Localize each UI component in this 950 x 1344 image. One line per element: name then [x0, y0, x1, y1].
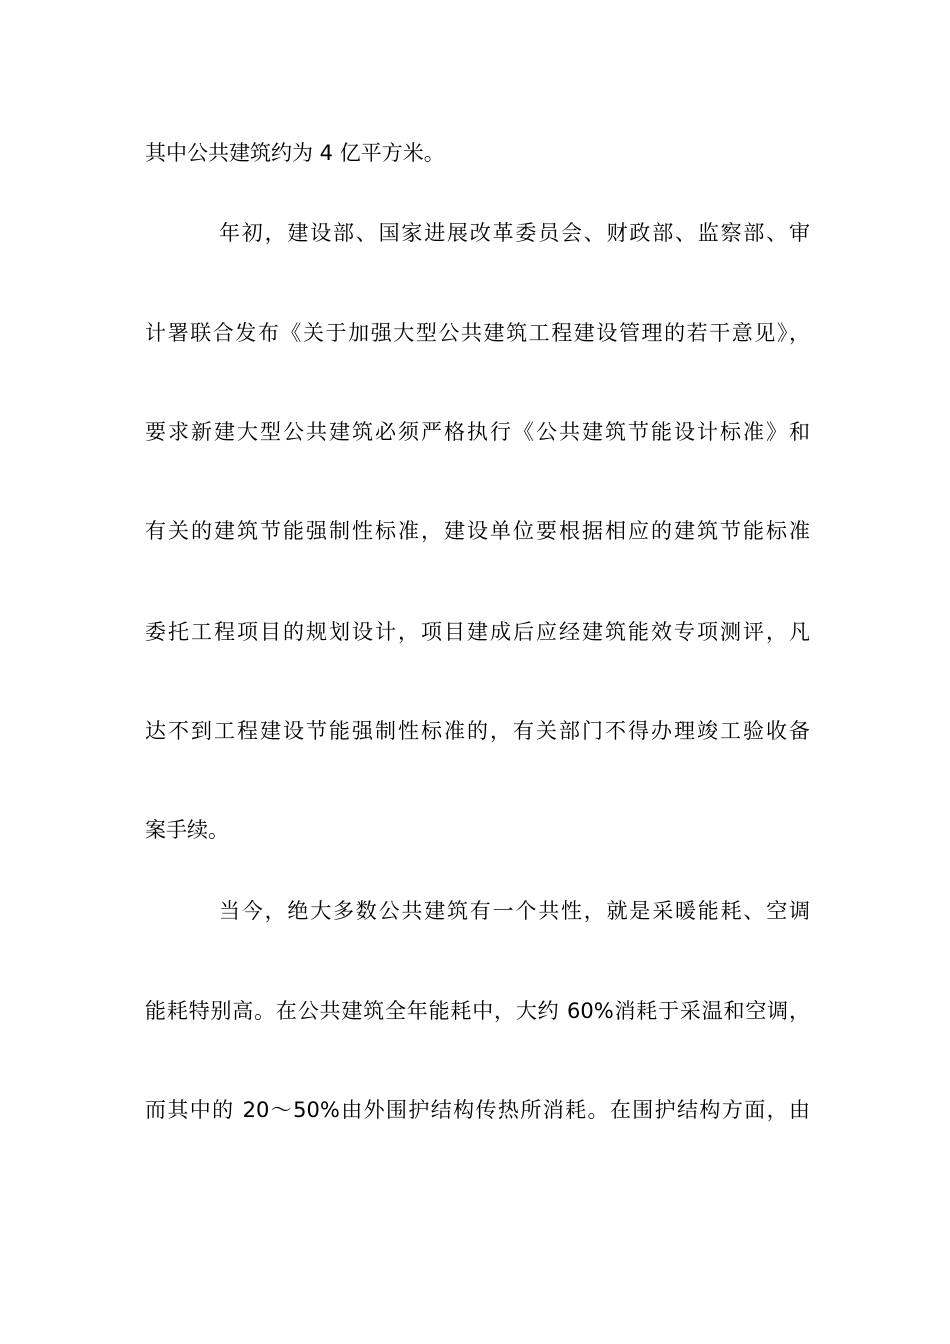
text-line: 案手续。 — [145, 818, 229, 842]
text-line: 其中公共建筑约为 4 亿平方米。 — [145, 141, 445, 165]
text-line: 计署联合发布《关于加强大型公共建筑工程建设管理的若干意见》， — [145, 321, 810, 345]
text-line: 能耗特别高。在公共建筑全年能耗中，大约 60%消耗于采温和空调， — [145, 999, 810, 1023]
text-line: 委托工程项目的规划设计，项目建成后应经建筑能效专项测评，凡 — [145, 620, 810, 644]
paragraph-first-line: 当今，绝大多数公共建筑有一个共性，就是采暖能耗、空调 — [219, 899, 810, 923]
text-line: 有关的建筑节能强制性标准，建设单位要根据相应的建筑节能标准 — [145, 519, 810, 543]
paragraph-first-line: 年初，建设部、国家进展改革委员会、财政部、监察部、审 — [219, 221, 810, 245]
text-line: 而其中的 20～50%由外围护结构传热所消耗。在围护结构方面，由 — [145, 1098, 810, 1122]
text-line: 要求新建大型公共建筑必须严格执行《公共建筑节能设计标准》和 — [145, 420, 810, 444]
text-line: 达不到工程建设节能强制性标准的，有关部门不得办理竣工验收备 — [145, 719, 810, 743]
